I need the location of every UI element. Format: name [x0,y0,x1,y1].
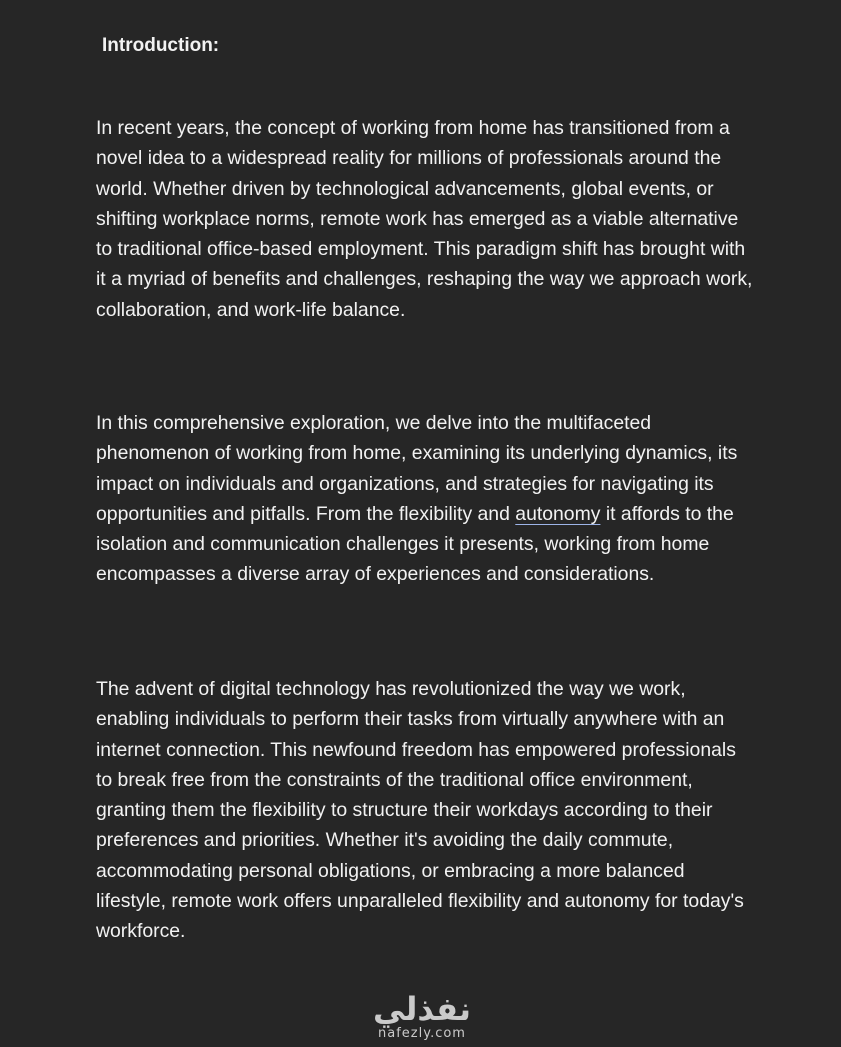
nafezly-watermark-logo [362,992,482,1042]
introduction-heading: Introduction: [102,35,220,56]
paragraph-digital-technology: The advent of digital technology has revolutionized the way we work, enabling individuals to perform their tasks from virtually anywhere with an internet connection. This newfound freedom has empowered professionals to break free from the constraints of the traditional office environment, granting them the flexibility to structure their workdays according to their preferences and priorities. Whether it's avoiding the daily commute, accommodating personal obligations, or embracing a more balanced lifestyle, remote work offers unparalleled flexibility and autonomy for today's workforce. [96,678,744,943]
watermark-arabic-text: نفذلي [373,990,471,1028]
paragraph-exploration-after: it affords to the isolation and communication challenges it presents, working from home encompasses a diverse array of experiences and considerations. [96,502,734,586]
paragraph-exploration-before: In this comprehensive exploration, we delve into the multifaceted phenomenon of working from home, examining its underlying dynamics, its impact on individuals and organizations, and strategies for navigating its opportunities and pitfalls. From the flexibility and [96,412,738,525]
spellcheck-underlined-word[interactable]: autonomy [515,502,601,525]
paragraph-intro: In recent years, the concept of working from home has transitioned from a novel idea to a widespread reality for millions of professionals around the world. Whether driven by technological advancements, global events, or shifting workplace norms, remote work has emerged as a viable alternative to traditional office-based employment. This paradigm shift has brought with it a myriad of benefits and challenges, reshaping the way we approach work, collaboration, and work-life balance. [96,117,753,321]
paragraph-exploration [96,408,756,590]
watermark-latin-text: nafezly.com [378,1026,466,1041]
